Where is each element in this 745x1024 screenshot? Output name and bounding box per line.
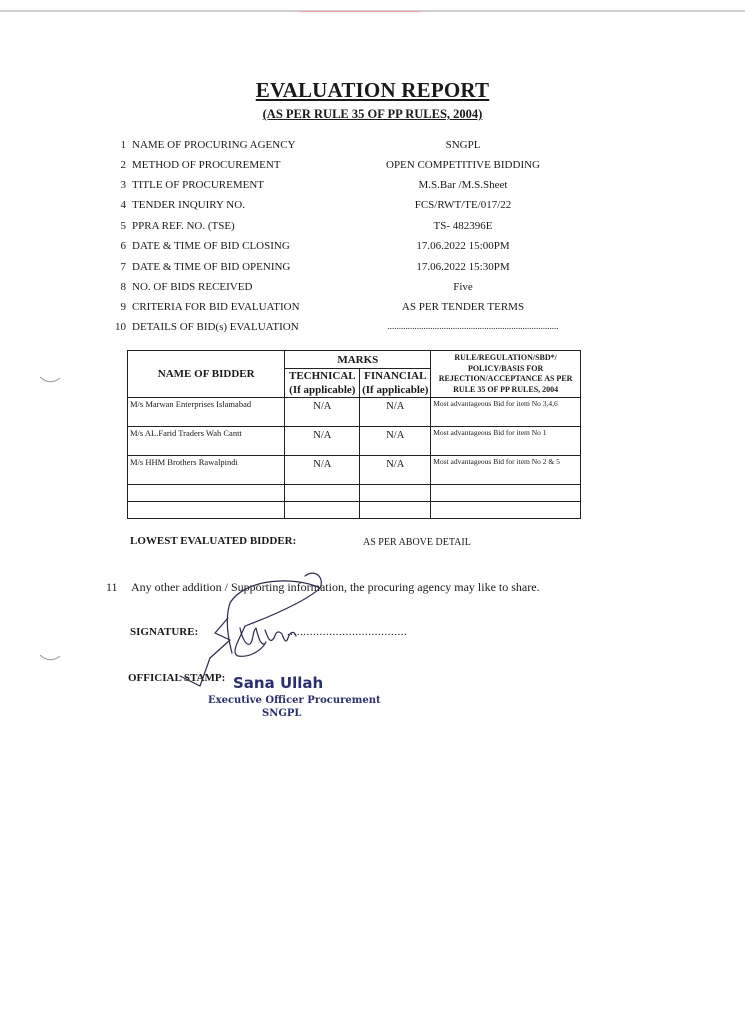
item-label: CRITERIA FOR BID EVALUATION	[132, 301, 300, 313]
lowest-bidder-value: AS PER ABOVE DETAIL	[363, 537, 471, 548]
empty-cell	[431, 502, 581, 519]
item-value: ............................................................................	[387, 321, 559, 331]
item-value: FCS/RWT/TE/017/22	[414, 199, 512, 211]
table-row	[128, 427, 581, 456]
column-header-name: NAME OF BIDDER	[128, 351, 285, 398]
item-number: 8	[120, 281, 126, 293]
item-label: TITLE OF PROCUREMENT	[132, 179, 264, 191]
item-number: 7	[120, 261, 126, 273]
remark: Most advantageous Bid for item No 3,4,6	[431, 398, 581, 427]
item-value: AS PER TENDER TERMS	[401, 301, 525, 313]
financial-mark: N/A	[360, 456, 431, 485]
item-value: SNGPL	[445, 139, 481, 151]
table-row-empty	[128, 485, 581, 502]
page-title: EVALUATION REPORT	[255, 78, 490, 102]
punch-hole-mark	[38, 374, 62, 386]
stamp-title: Executive Officer Procurement	[208, 695, 381, 706]
stamp-name: Sana Ullah	[233, 674, 324, 692]
empty-cell	[431, 485, 581, 502]
empty-cell	[285, 485, 360, 502]
scan-mark	[300, 11, 420, 12]
technical-mark: N/A	[285, 427, 360, 456]
financial-mark: N/A	[360, 398, 431, 427]
item-label: TENDER INQUIRY NO.	[132, 199, 245, 211]
column-header-financial: FINANCIAL (If applicable)	[360, 369, 431, 398]
item-label: METHOD OF PROCUREMENT	[132, 159, 281, 171]
remark: Most advantageous Bid for item No 1	[431, 427, 581, 456]
signature-line: .....................................	[287, 626, 408, 638]
item-label: DETAILS OF BID(s) EVALUATION	[132, 321, 299, 333]
empty-cell	[128, 485, 285, 502]
table-row-empty	[128, 502, 581, 519]
item-11-text: Any other addition / Supporting information, the procuring agency may like to share.	[131, 580, 540, 594]
item-number: 10	[115, 321, 126, 333]
empty-cell	[128, 502, 285, 519]
table-row	[128, 398, 581, 427]
item-number: 6	[120, 240, 126, 252]
item-number: 4	[120, 199, 126, 211]
remark: Most advantageous Bid for item No 2 & 5	[431, 456, 581, 485]
table-row	[128, 456, 581, 485]
item-number: 5	[120, 220, 126, 232]
official-stamp-label: OFFICIAL STAMP:	[128, 672, 226, 684]
handwritten-signature	[170, 558, 370, 698]
empty-cell	[360, 485, 431, 502]
item-label: NAME OF PROCURING AGENCY	[132, 139, 296, 151]
item-value: M.S.Bar /M.S.Sheet	[418, 179, 508, 191]
technical-mark: N/A	[285, 456, 360, 485]
item-value: 17.06.2022 15:00PM	[416, 240, 510, 252]
financial-mark: N/A	[360, 427, 431, 456]
technical-mark: N/A	[285, 398, 360, 427]
lowest-bidder-label: LOWEST EVALUATED BIDDER:	[130, 535, 297, 547]
punch-hole-mark	[38, 652, 62, 664]
empty-cell	[360, 502, 431, 519]
bidder-name: M/s Marwan Enterprises Islamabad	[128, 398, 285, 427]
bidder-name: M/s HHM Brothers Rawalpindi	[128, 456, 285, 485]
item-number: 1	[120, 139, 126, 151]
item-label: NO. OF BIDS RECEIVED	[132, 281, 253, 293]
item-label: DATE & TIME OF BID CLOSING	[132, 240, 290, 252]
empty-cell	[285, 502, 360, 519]
item-number: 3	[120, 179, 126, 191]
item-value: 17.06.2022 15:30PM	[416, 261, 510, 273]
item-number: 2	[120, 159, 126, 171]
column-header-rule: RULE/REGULATION/SBD*/ POLICY/BASIS FOR REJECTION/ACCEPTANCE AS PER RULE 35 OF PP RULES, 2004	[431, 351, 581, 398]
signature-label: SIGNATURE:	[130, 626, 199, 638]
item-11-number: 11	[106, 580, 118, 594]
item-label: DATE & TIME OF BID OPENING	[132, 261, 291, 273]
page-subtitle: (AS PER RULE 35 OF PP RULES, 2004)	[262, 107, 483, 121]
column-header-technical: TECHNICAL (If applicable)	[285, 369, 360, 398]
item-label: PPRA REF. NO. (TSE)	[132, 220, 235, 232]
item-value: OPEN COMPETITIVE BIDDING	[386, 159, 540, 171]
stamp-org: SNGPL	[262, 708, 302, 719]
item-value: Five	[453, 281, 473, 293]
bid-evaluation-table	[127, 350, 581, 519]
item-number: 9	[120, 301, 126, 313]
item-value: TS- 482396E	[433, 220, 493, 232]
column-header-marks: MARKS	[285, 351, 431, 369]
bidder-name: M/s AL.Farid Traders Wah Cantt	[128, 427, 285, 456]
